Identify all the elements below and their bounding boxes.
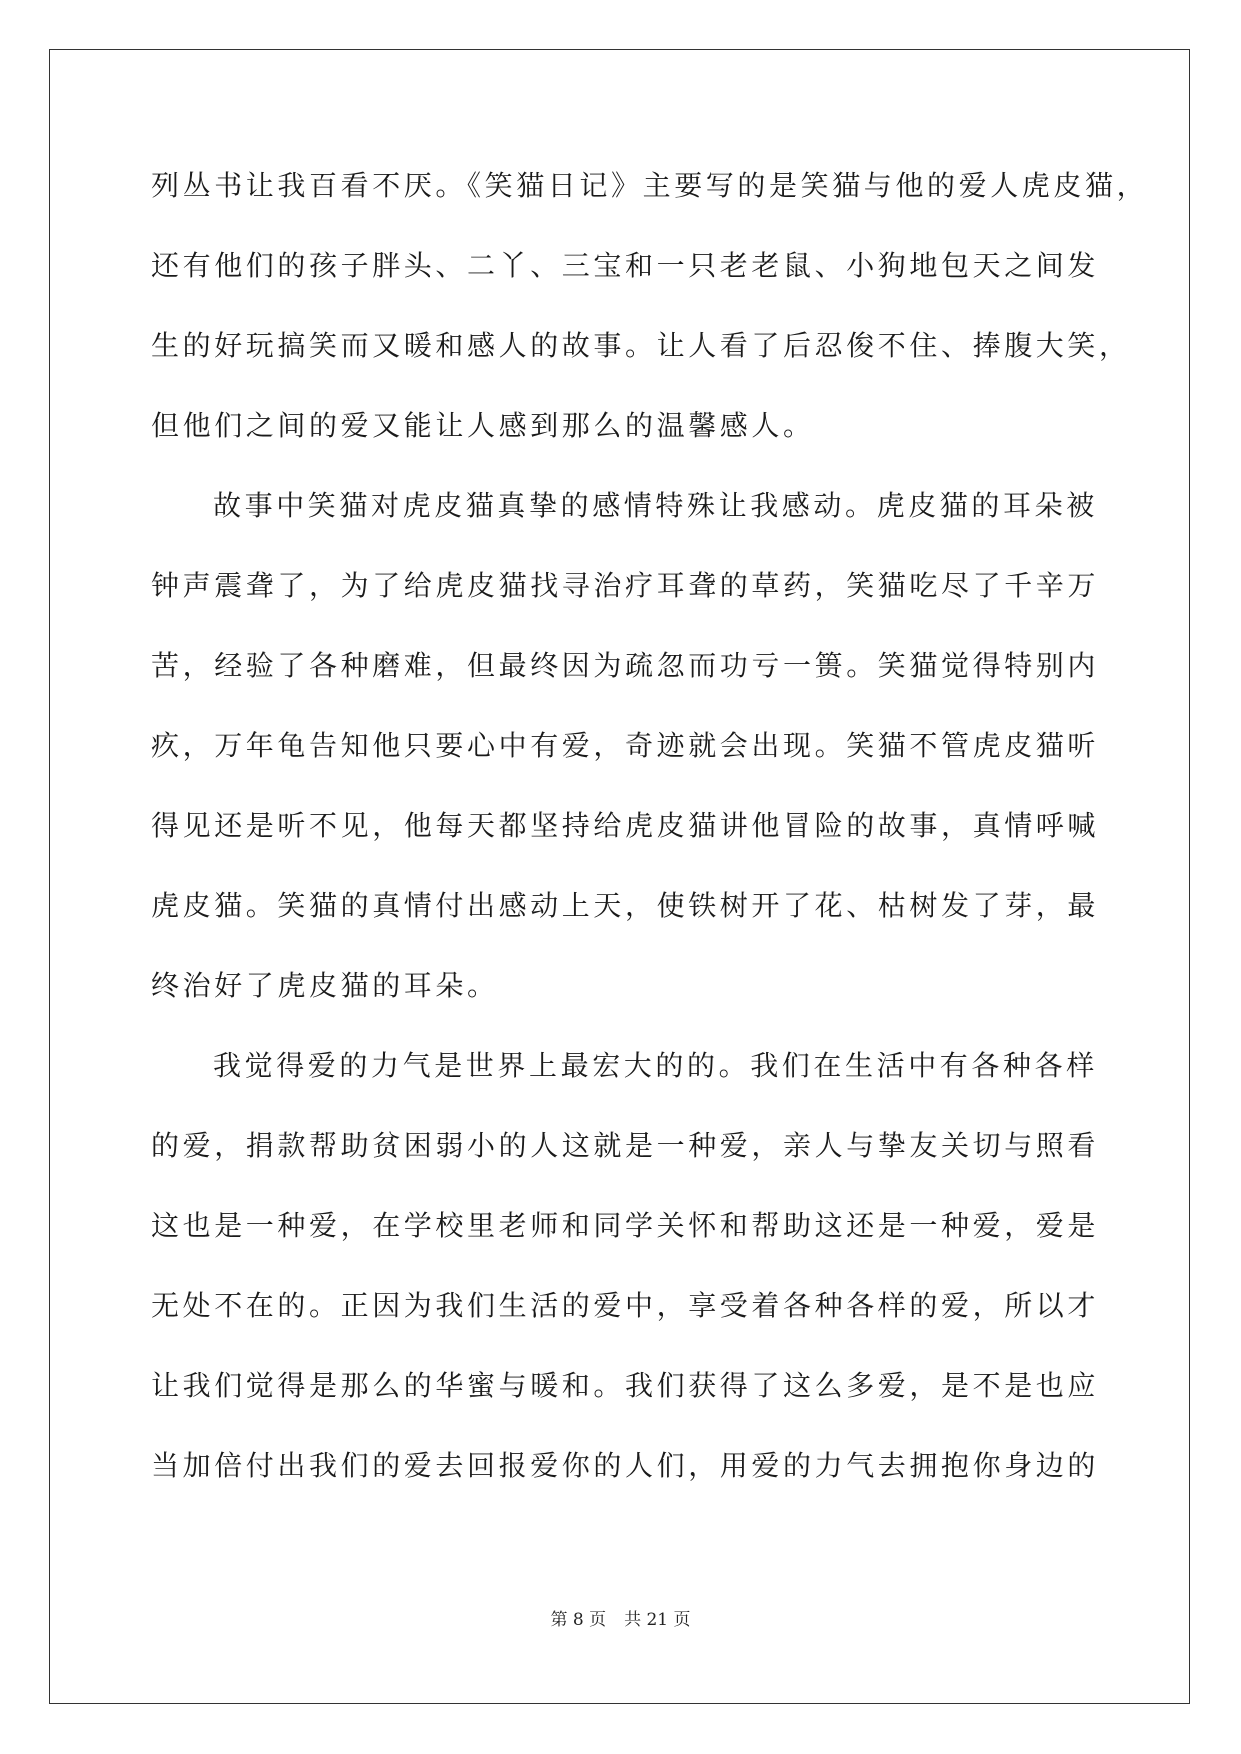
text-line: 虎皮猫。笑猫的真情付出感动上天，使铁树开了花、枯树发了芽，最 bbox=[151, 889, 1100, 922]
page-number: 第 8 页 bbox=[550, 1610, 607, 1630]
text-line: 这也是一种爱，在学校里老师和同学关怀和帮助这还是一种爱，爱是 bbox=[151, 1209, 1100, 1242]
text-line: 得见还是听不见，他每天都坚持给虎皮猫讲他冒险的故事，真情呼喊 bbox=[151, 809, 1100, 842]
text-line: 我觉得爱的力气是世界上最宏大的的。我们在生活中有各种各样 bbox=[213, 1049, 1098, 1082]
text-line: 故事中笑猫对虎皮猫真挚的感情特殊让我感动。虎皮猫的耳朵被 bbox=[213, 489, 1098, 522]
text-line: 还有他们的孩子胖头、二丫、三宝和一只老老鼠、小狗地包天之间发 bbox=[151, 249, 1100, 282]
text-line: 让我们觉得是那么的华蜜与暖和。我们获得了这么多爱，是不是也应 bbox=[151, 1369, 1100, 1402]
text-line: 无处不在的。正因为我们生活的爱中，享受着各种各样的爱，所以才 bbox=[151, 1289, 1100, 1322]
text-line: 钟声震聋了，为了给虎皮猫找寻治疗耳聋的草药，笑猫吃尽了千辛万 bbox=[151, 569, 1100, 602]
page-footer bbox=[0, 1608, 1241, 1632]
page-total: 共 21 页 bbox=[624, 1610, 691, 1630]
text-line: 生的好玩搞笑而又暖和感人的故事。让人看了后忍俊不住、捧腹大笑， bbox=[151, 329, 1131, 362]
text-line: 当加倍付出我们的爱去回报爱你的人们，用爱的力气去拥抱你身边的 bbox=[151, 1449, 1100, 1482]
text-line: 但他们之间的爱又能让人感到那么的温馨感人。 bbox=[151, 409, 815, 442]
text-line: 列丛书让我百看不厌。《笑猫日记》主要写的是笑猫与他的爱人虎皮猫， bbox=[151, 169, 1149, 202]
text-line: 终治好了虎皮猫的耳朵。 bbox=[151, 969, 499, 1002]
text-line: 疚，万年龟告知他只要心中有爱，奇迹就会出现。笑猫不管虎皮猫听 bbox=[151, 729, 1100, 762]
text-line: 苦，经验了各种磨难，但最终因为疏忽而功亏一篑。笑猫觉得特别内 bbox=[151, 649, 1100, 682]
text-line: 的爱，捐款帮助贫困弱小的人这就是一种爱，亲人与挚友关切与照看 bbox=[151, 1129, 1100, 1162]
